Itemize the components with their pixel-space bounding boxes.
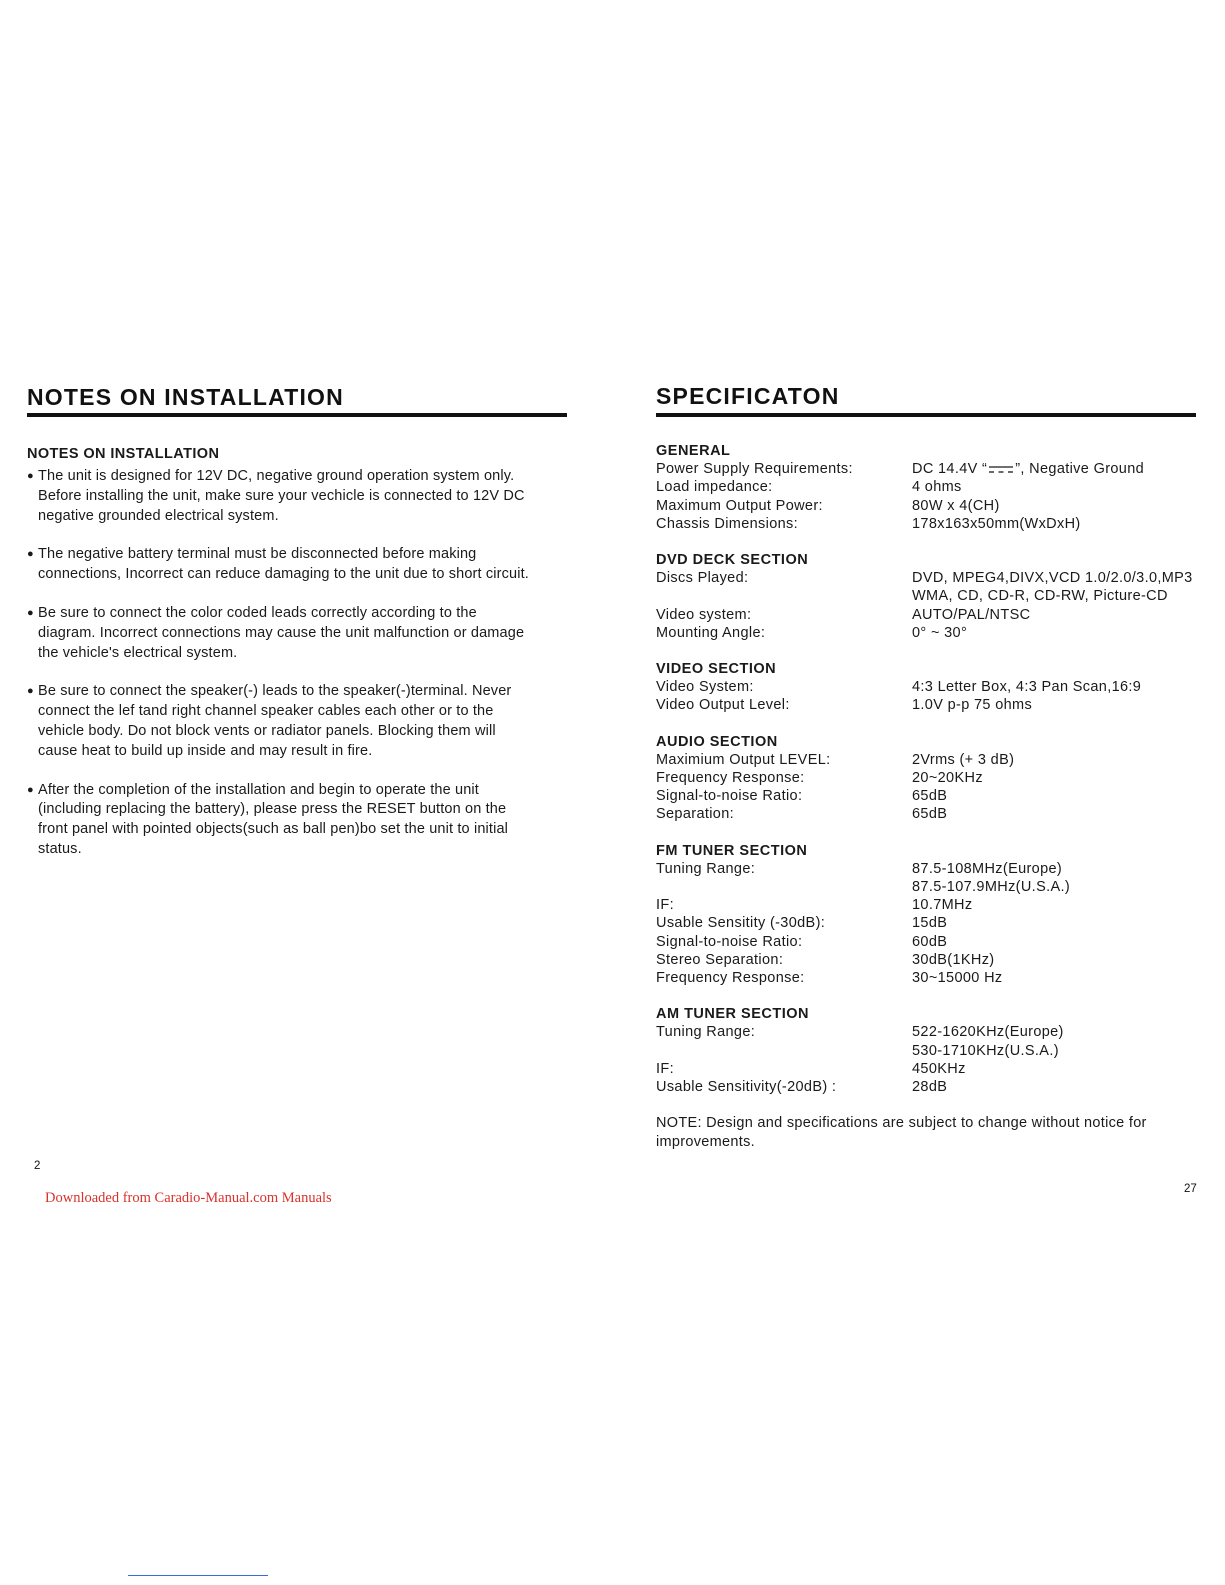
spec-value: 4 ohms [912,479,962,496]
spec-value: 30~15000 Hz [912,970,1003,987]
spec-row [656,696,1201,714]
spec-row [656,460,1201,478]
spec-value-line: 530-1710KHz(U.S.A.) [912,1042,1059,1059]
spec-label: Mounting Angle: [656,624,766,641]
installation-note [27,682,572,761]
note-line: status. [38,840,82,857]
installation-note [27,545,572,585]
spec-value: AUTO/PAL/NTSC [912,606,1031,623]
note-line: After the completion of the installation and begin to operate the unit [38,781,479,798]
spec-row [656,787,1201,805]
spec-value: 28dB [912,1079,948,1096]
note-line: front panel with pointed objects(such as ball pen)bo set the unit to initial [38,821,509,838]
note-line: connections, Incorrect can reduce damaging to the unit due to short circuit. [38,566,529,583]
spec-label: Chassis Dimensions: [656,515,799,532]
spec-row [656,1078,1201,1096]
spec-value: 15dB [912,915,948,932]
spec-label: Video Output Level: [656,697,790,714]
spec-label: Maximum Output Power: [656,497,823,514]
left-page-number: 2 [34,1160,41,1172]
spec-value: 0° ~ 30° [912,624,968,641]
spec-value-suffix: ”, Negative Ground [1015,461,1145,478]
spec-label: Frequency Response: [656,970,805,987]
note-line: The unit is designed for 12V DC, negative ground operation system only. [38,468,515,484]
bottom-link-underline [128,1575,268,1576]
spec-value: 1.0V p-p 75 ohms [912,697,1033,714]
left-page-heading: NOTES ON INSTALLATION [27,384,344,410]
spec-section-title: FM TUNER SECTION [656,842,808,859]
spec-value: 450KHz [912,1060,966,1077]
spec-row [656,678,1201,696]
spec-value-prefix: DC 14.4V “ [912,461,988,478]
note-line: diagram. Incorrect connections may cause the unit malfunction or damage [38,624,525,641]
installation-note [27,467,572,526]
bullet-icon: ● [27,470,34,482]
spec-label: Tuning Range: [656,860,756,877]
spec-row [656,951,1201,969]
spec-value: 20~20KHz [912,770,983,787]
spec-row [656,606,1201,624]
notes-subheading: NOTES ON INSTALLATION [27,446,220,462]
spec-row [656,969,1201,987]
note-line: Be sure to connect the speaker(-) leads to the speaker(-)terminal. Never [38,683,512,700]
note-line: negative grounded electrical system. [38,507,279,524]
note-line: connect the lef tand right channel speaker cables each other or to the [38,703,494,720]
spec-value [912,1023,1064,1059]
note-line: Before installing the unit, make sure your vechicle is connected to 12V DC [38,487,525,504]
spec-note: NOTE: Design and specifications are subject to change without notice for improvements. [656,1115,1147,1151]
spec-label: Load impedance: [656,479,773,496]
installation-notes [27,446,572,879]
spec-label: IF: [656,1060,674,1077]
note-line: The negative battery terminal must be disconnected before making [38,546,477,563]
bullet-icon: ● [27,606,34,619]
spec-value-line: 87.5-107.9MHz(U.S.A.) [912,879,1071,896]
spec-row [656,1023,1201,1059]
spec-section [656,1005,1201,1096]
spec-section [656,442,1201,533]
spec-row [656,751,1201,769]
spec-value-line: 522-1620KHz(Europe) [912,1024,1064,1041]
spec-label: Signal-to-noise Ratio: [656,933,803,950]
spec-row [656,515,1201,533]
spec-value: 60dB [912,933,948,950]
bullet-icon: ● [27,548,34,561]
spec-row [656,497,1201,515]
spec-label: Tuning Range: [656,1024,756,1041]
download-source-link[interactable]: Downloaded from Caradio-Manual.com Manuals [45,1190,332,1206]
spec-label: Video system: [656,606,752,623]
spec-value: 178x163x50mm(WxDxH) [912,515,1081,532]
notes-list [27,467,572,860]
right-page-heading: SPECIFICATON [656,383,840,409]
spec-row [656,896,1201,914]
spec-value: 10.7MHz [912,897,973,914]
installation-note [27,781,572,860]
spec-section-title: AM TUNER SECTION [656,1006,809,1023]
bullet-icon: ● [27,685,34,698]
spec-value: 80W x 4(CH) [912,497,1000,514]
spec-section [656,551,1201,642]
spec-value-line: DVD, MPEG4,DIVX,VCD 1.0/2.0/3.0,MP3 [912,570,1193,587]
spec-value [912,860,1070,896]
spec-label: Video System: [656,679,754,696]
spec-value: 30dB(1KHz) [912,951,995,968]
spec-row [656,914,1201,932]
spec-value-line: 87.5-108MHz(Europe) [912,860,1063,877]
bullet-icon: ● [27,783,34,796]
spec-value: 65dB [912,788,948,805]
spec-value: 4:3 Letter Box, 4:3 Pan Scan,16:9 [912,679,1142,696]
spec-label: Stereo Separation: [656,951,784,968]
spec-label: Usable Sensitivity(-20dB) : [656,1079,837,1096]
spec-row [656,805,1201,823]
spec-label: Power Supply Requirements: [656,461,853,478]
spec-row [656,569,1201,605]
spec-section-title: GENERAL [656,443,731,459]
spec-sections [656,442,1201,1096]
spec-value: 65dB [912,806,948,823]
spec-row [656,624,1201,642]
note-line: Be sure to connect the color coded leads correctly according to the [38,604,477,621]
note-line: (including replacing the battery), please press the RESET button on the [38,801,507,818]
note-line: the vehicle's electrical system. [38,644,238,661]
spec-value-line: WMA, CD, CD-R, CD-RW, Picture-CD [912,588,1168,605]
spec-section [656,660,1201,715]
spec-label: Maximium Output LEVEL: [656,751,831,768]
spec-label: IF: [656,897,674,914]
spec-row [656,933,1201,951]
right-heading-rule [656,413,1196,417]
spec-row [656,1060,1201,1078]
left-heading-rule [27,413,567,417]
installation-note [27,604,572,663]
spec-section [656,842,1201,988]
spec-value: 2Vrms (+ 3 dB) [912,751,1015,768]
spec-section [656,733,1201,824]
right-page-number: 27 [1184,1183,1197,1195]
spec-section-title: VIDEO SECTION [656,661,777,678]
spec-label: Signal-to-noise Ratio: [656,788,803,805]
spec-section-title: DVD DECK SECTION [656,552,809,569]
spec-value [912,569,1193,605]
spec-label: Discs Played: [656,570,749,587]
spec-row [656,860,1201,896]
spec-value [912,460,1144,478]
spec-section-title: AUDIO SECTION [656,733,778,750]
spec-label: Usable Sensitity (-30dB): [656,915,826,932]
spec-label: Separation: [656,806,735,823]
note-line: cause heat to build up inside and may result in fire. [38,742,373,759]
spec-label: Frequency Response: [656,770,805,787]
spec-row [656,478,1201,496]
dc-current-icon [987,464,1015,474]
specification-table [656,442,1201,1152]
note-line: vehicle body. Do not block vents or radiator panels. Blocking them will [38,722,496,739]
spec-row [656,769,1201,787]
